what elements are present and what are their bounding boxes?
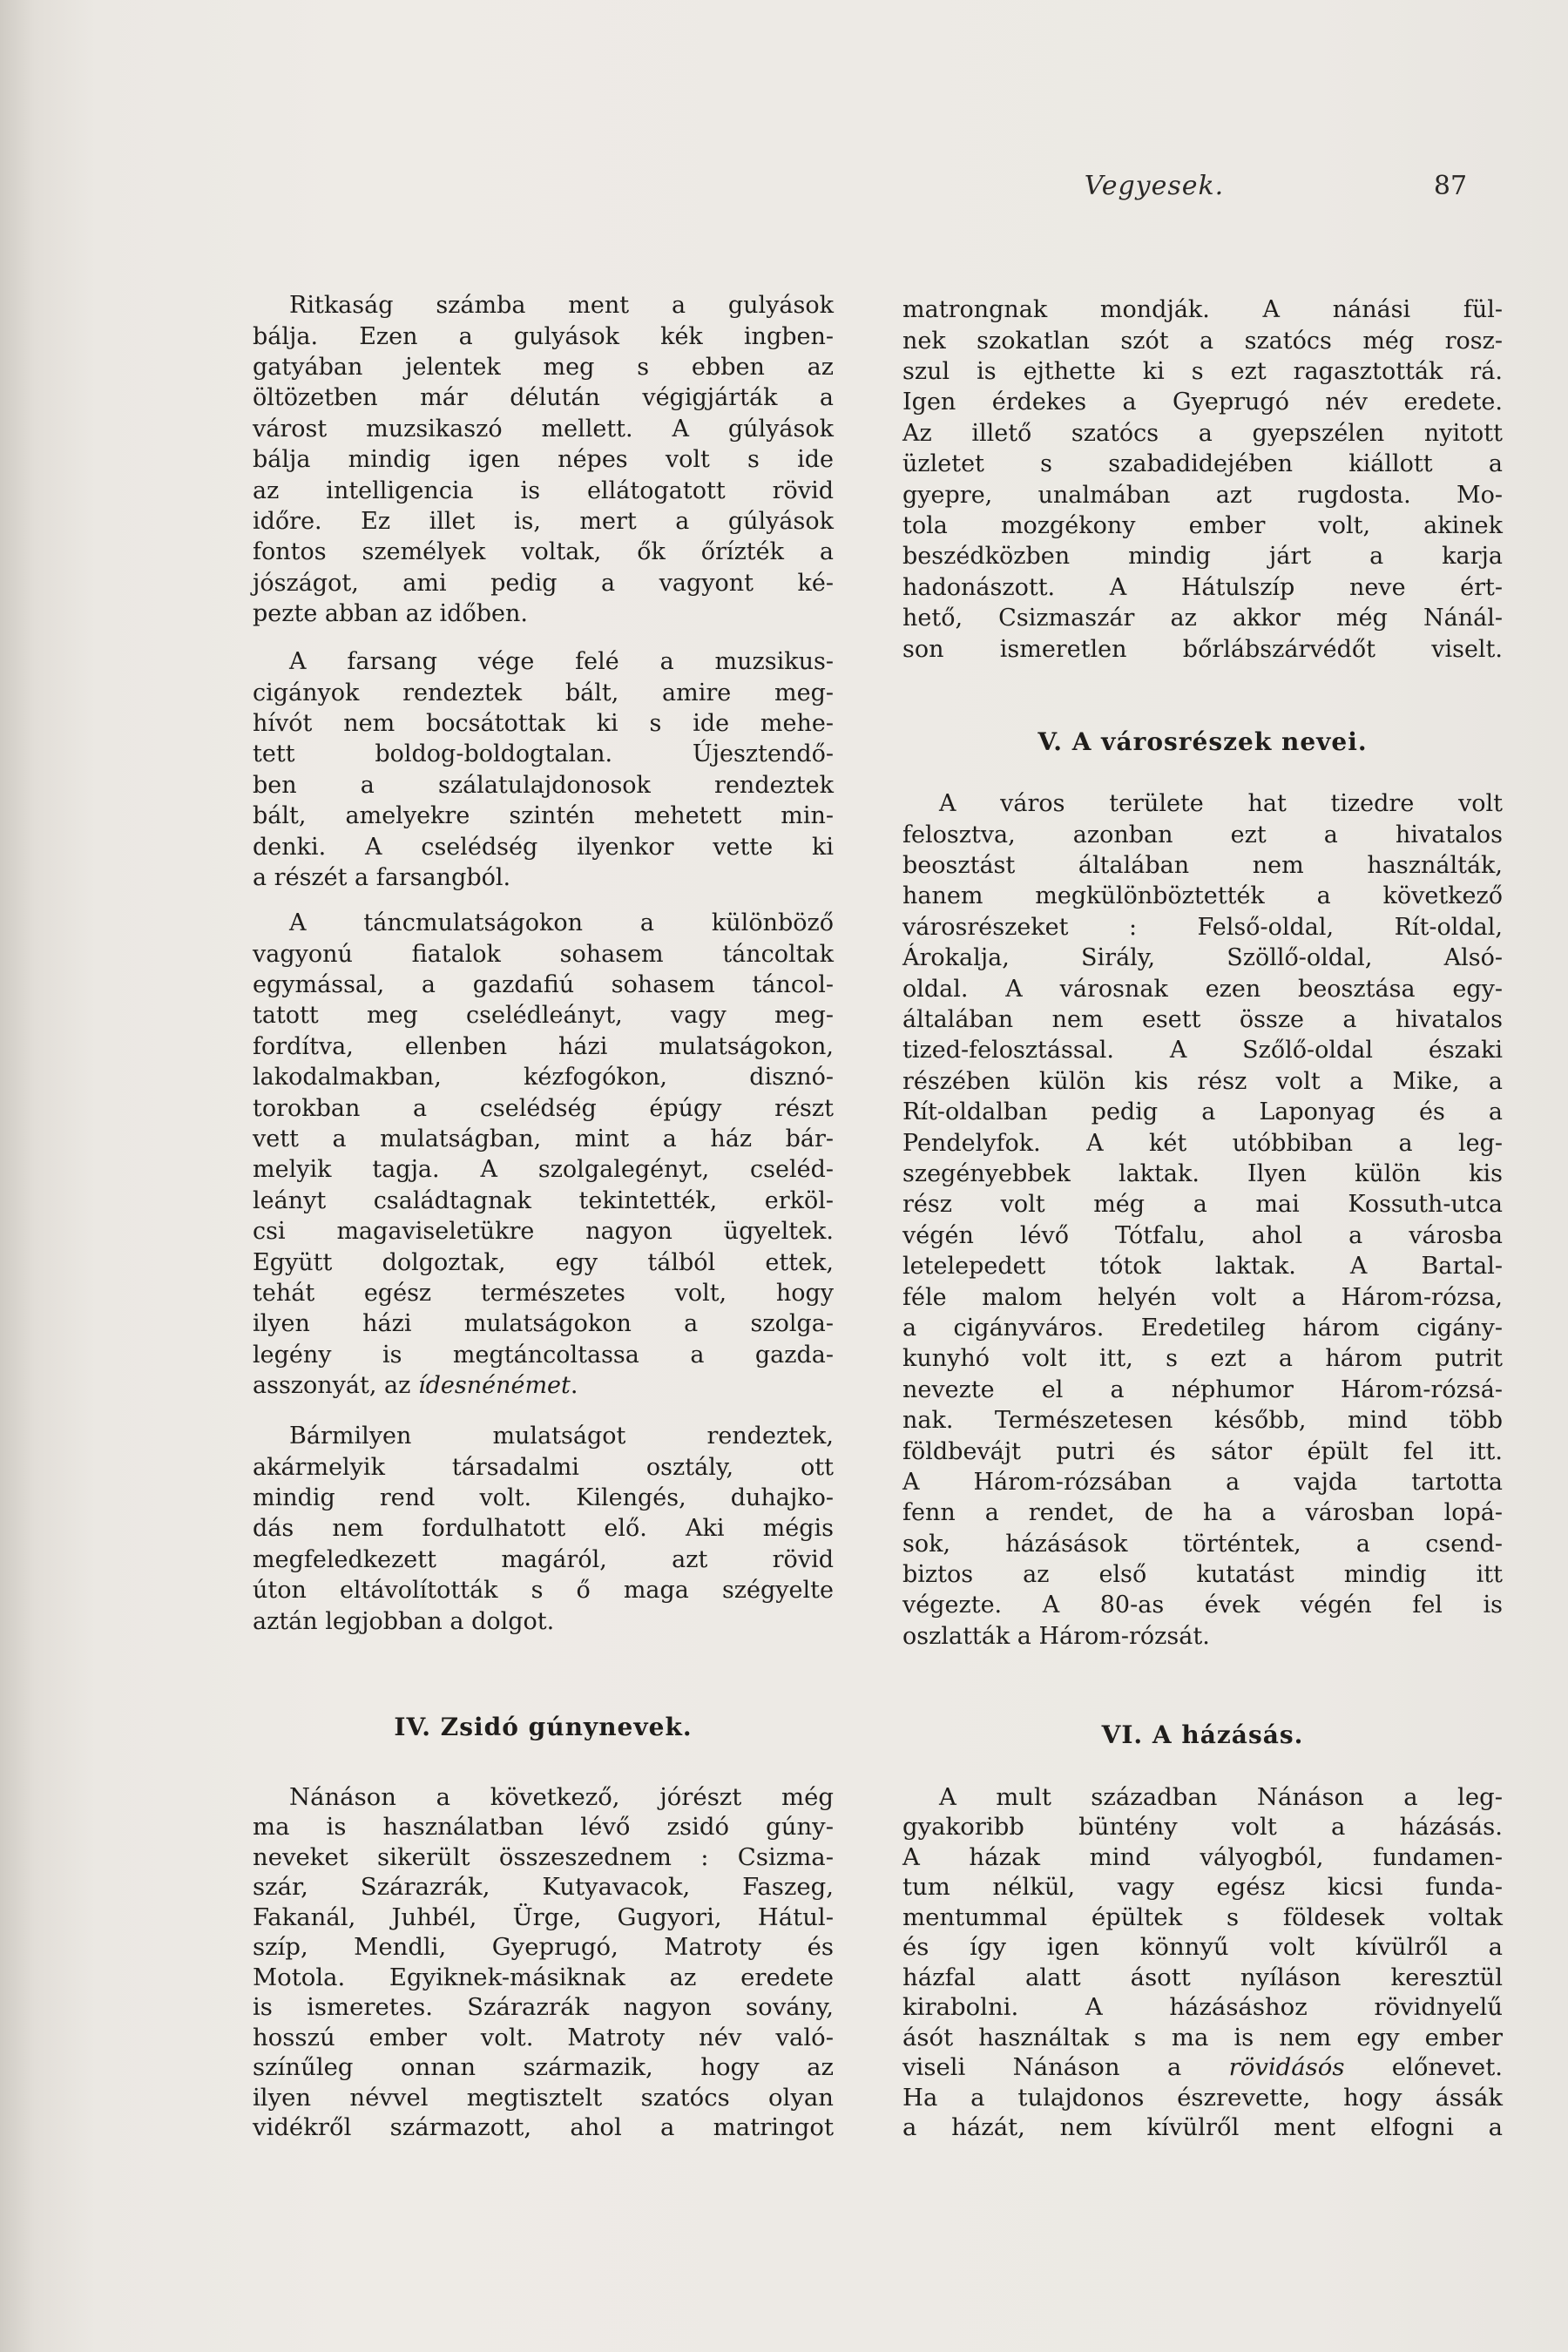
text-line: az intelligencia is ellátogatott rövid (253, 476, 834, 504)
text-line (253, 1370, 834, 1401)
text-line: a cigányváros. Eredetileg három cigány- (902, 1314, 1503, 1342)
text-line: Ritkaság számba ment a gulyások (289, 292, 834, 320)
text-line: Fakanál, Juhbél, Ürge, Gugyori, Hátul- (253, 1903, 834, 1931)
section-heading: IV. Zsidó gúnynevek. (394, 1713, 693, 1741)
text-line: A házak mind vályogból, fundamen- (902, 1842, 1503, 1871)
text-line: fordítva, ellenben házi mulatságokon, (253, 1032, 834, 1060)
text-line: Árokalja, Sirály, Szöllő-oldal, Alsó- (902, 944, 1503, 972)
text-line: hívót nem bocsátottak ki s ide mehe- (253, 710, 834, 738)
text-line: egymással, a gazdafiú sohasem táncol- (253, 971, 834, 999)
text-line: sok, házásások történtek, a csend- (902, 1530, 1503, 1558)
text-line: leányt családtagnak tekintették, erköl- (253, 1186, 834, 1214)
text-line: és így igen könnyű volt kívülről a (902, 1933, 1503, 1962)
text-line: vidékről származott, ahol a matringot (253, 2113, 834, 2142)
text-line: rész volt még a mai Kossuth-utca (902, 1191, 1503, 1219)
text-line: fontos személyek voltak, ők őrízték a (253, 538, 834, 566)
text-line: hető, Csizmaszár az akkor még Nánál- (902, 605, 1503, 632)
text-line: A Három-rózsában a vajda tartotta (902, 1468, 1503, 1496)
text-line: várost muzsikaszó mellett. A gúlyások (253, 415, 834, 443)
text-line: legény is megtáncoltassa a gazda- (253, 1341, 834, 1369)
text-line: Igen érdekes a Gyeprugó név eredete. (902, 389, 1503, 416)
text-line: úton eltávolították s ő maga szégyelte (253, 1577, 834, 1605)
text-line: is ismeretes. Szárazrák nagyon sovány, (253, 1993, 834, 2022)
paragraph (902, 788, 1503, 1652)
text-line: bálja. Ezen a gulyások kék ingben- (253, 322, 834, 350)
text-line: részében külön kis rész volt a Mike, a (902, 1067, 1503, 1095)
text-line: oldal. A városnak ezen beosztása egy- (902, 975, 1503, 1003)
text-line: megfeledkezett magáról, azt rövid (253, 1545, 834, 1573)
text-line: Ha a tulajdonos észrevette, hogy ássák (902, 2083, 1503, 2112)
text-line: féle malom helyén volt a Három-rózsa, (902, 1283, 1503, 1311)
text-line: csi magaviseletükre nagyon ügyeltek. (253, 1218, 834, 1246)
text-line: tehát egész természetes volt, hogy (253, 1279, 834, 1307)
text-line: torokban a cselédség épúgy részt (253, 1094, 834, 1122)
italic-term: rövidásós (1228, 2053, 1345, 2082)
text-line: tett boldog-boldogtalan. Újesztendő- (253, 740, 834, 768)
text-line: Együtt dolgoztak, egy tálból ettek, (253, 1248, 834, 1276)
text-line: Bármilyen mulatságot rendeztek, (289, 1423, 834, 1450)
text-line: hadonászott. A Hátulszíp neve ért- (902, 573, 1503, 601)
text-line: üzletet s szabadidejében kiállott a (902, 450, 1503, 478)
text-line: Motola. Egyiknek-másiknak az eredete (253, 1963, 834, 1991)
running-title: Vegyesek. (1084, 171, 1225, 201)
text-line: végezte. A 80-as évek végén fel is (902, 1592, 1503, 1619)
text-line: fenn a rendet, de ha a városban lopá- (902, 1499, 1503, 1527)
text-line: nak. Természetesen később, mind több (902, 1407, 1503, 1435)
text-line: ilyen névvel megtisztelt szatócs olyan (253, 2083, 834, 2112)
text-line: ma is használatban lévő zsidó gúny- (253, 1813, 834, 1842)
text-line: gatyában jelentek meg s ebben az (253, 354, 834, 382)
text-line: ásót használtak s ma is nem egy ember (902, 2023, 1503, 2051)
italic-term: ídesnénémet (417, 1372, 571, 1400)
section-heading: V. A városrészek nevei. (1037, 727, 1368, 756)
text-line: végén lévő Tótfalu, ahol a városba (902, 1221, 1503, 1249)
paragraph (253, 290, 834, 629)
text-line: nek szokatlan szót a szatócs még rosz- (902, 327, 1503, 355)
text-line: városrészeket : Felső-oldal, Rít-oldal, (902, 913, 1503, 941)
paragraph (253, 908, 834, 1401)
text-line: A táncmulatságokon a különböző (289, 909, 834, 937)
text-line: A farsang vége felé a muzsikus- (289, 648, 834, 676)
text-line: vagyonú fiatalok sohasem táncoltak (253, 940, 834, 968)
text-line: általában nem esett össze a hivatalos (902, 1006, 1503, 1034)
text-line: házfal alatt ásott nyíláson keresztül (902, 1963, 1503, 1991)
text-line: Az illető szatócs a gyepszélen nyitott (902, 419, 1503, 447)
paragraph (902, 294, 1503, 665)
text-line: tola mozgékony ember volt, akinek (902, 512, 1503, 540)
text-line: öltözetben már délután végigjárták a (253, 384, 834, 412)
text-line: A mult században Nánáson a leg- (939, 1782, 1503, 1811)
text-line: ilyen házi mulatságokon a szolga- (253, 1310, 834, 1338)
text-line: tatott meg cselédleányt, vagy meg- (253, 1002, 834, 1030)
section-heading: VI. A házásás. (1101, 1720, 1304, 1749)
text-line: gyepre, unalmában azt rugdosta. Mo- (902, 481, 1503, 509)
text-line: Rít-oldalban pedig a Laponyag és a (902, 1098, 1503, 1126)
text-line: hanem megkülönböztették a következő (902, 882, 1503, 910)
page-number: 87 (1433, 171, 1468, 201)
paragraph (253, 646, 834, 893)
text-line: son ismeretlen bőrlábszárvédőt viselt. (902, 635, 1503, 663)
text-line: matrongnak mondják. A nánási fül- (902, 296, 1503, 324)
text-line: jószágot, ami pedig a vagyont ké- (253, 569, 834, 597)
text-line: felosztva, azonban ezt a hivatalos (902, 821, 1503, 848)
text-line: szár, Szárazrák, Kutyavacok, Faszeg, (253, 1873, 834, 1902)
text-line: nevezte el a néphumor Három-rózsá- (902, 1375, 1503, 1403)
text-line: lakodalmakban, kézfogókon, disznó- (253, 1064, 834, 1092)
text-line: oszlatták a Három-rózsát. (902, 1622, 1210, 1650)
text-line: neveket sikerült összeszednem : Csizma- (253, 1842, 834, 1871)
paragraph (253, 1782, 834, 2143)
text-line: akármelyik társadalmi osztály, ott (253, 1453, 834, 1481)
text-line: földbevájt putri és sátor épült fel itt. (902, 1437, 1503, 1465)
text-segment: előnevet. (1344, 2053, 1503, 2082)
text-line: tum nélkül, vagy egész kicsi funda- (902, 1873, 1503, 1902)
text-segment: . (570, 1372, 578, 1400)
text-line: kirabolni. A házásáshoz rövidnyelű (902, 1993, 1503, 2022)
text-line: kunyhó volt itt, s ezt a három putrit (902, 1345, 1503, 1373)
text-line: szul is ejthette ki s ezt ragasztották rá. (902, 358, 1503, 386)
text-line: gyakoribb büntény volt a házásás. (902, 1813, 1503, 1842)
paragraph (902, 1782, 1503, 2143)
text-line: denki. A cselédség ilyenkor vette ki (253, 833, 834, 861)
text-line: szegényebbek laktak. Ilyen külön kis (902, 1159, 1503, 1187)
text-line: biztos az első kutatást mindig itt (902, 1561, 1503, 1589)
text-line: pezte abban az időben. (253, 600, 528, 628)
text-line: beosztást általában nem használták, (902, 852, 1503, 880)
text-line: cigányok rendeztek bált, amire meg- (253, 679, 834, 706)
text-line: Nánáson a következő, jórészt még (289, 1782, 834, 1811)
text-line: bált, amelyekre szintén mehetett min- (253, 802, 834, 830)
text-line: időre. Ez illet is, mert a gúlyások (253, 508, 834, 536)
text-line: Pendelyfok. A két utóbbiban a leg- (902, 1129, 1503, 1157)
text-line (902, 2052, 1503, 2083)
text-line: a házát, nem kívülről ment elfogni a (902, 2113, 1503, 2142)
text-line: melyik tagja. A szolgalegényt, cseléd- (253, 1156, 834, 1184)
text-line: beszédközben mindig járt a karja (902, 543, 1503, 571)
text-line: szíp, Mendli, Gyeprugó, Matroty és (253, 1933, 834, 1962)
text-line: bálja mindig igen népes volt s ide (253, 446, 834, 474)
text-line: ben a szálatulajdonosok rendeztek (253, 771, 834, 799)
text-line: letelepedett tótok laktak. A Bartal- (902, 1253, 1503, 1281)
text-line: hosszú ember volt. Matroty név való- (253, 2023, 834, 2051)
paragraph (253, 1421, 834, 1637)
text-line: a részét a farsangból. (253, 864, 511, 892)
text-segment: viseli Nánáson a (902, 2053, 1229, 2082)
text-line: színűleg onnan származik, hogy az (253, 2053, 834, 2082)
text-segment: asszonyát, az (253, 1372, 418, 1400)
text-line: aztán legjobban a dolgot. (253, 1607, 555, 1635)
text-line: mindig rend volt. Kilengés, duhajko- (253, 1484, 834, 1512)
text-line: dás nem fordulhatott elő. Aki mégis (253, 1515, 834, 1543)
text-line: tized-felosztással. A Szőlő-oldal északi (902, 1037, 1503, 1064)
text-line: A város területe hat tizedre volt (939, 790, 1503, 818)
text-line: mentummal épültek s földesek voltak (902, 1903, 1503, 1931)
text-line: vett a mulatságban, mint a ház bár- (253, 1125, 834, 1153)
